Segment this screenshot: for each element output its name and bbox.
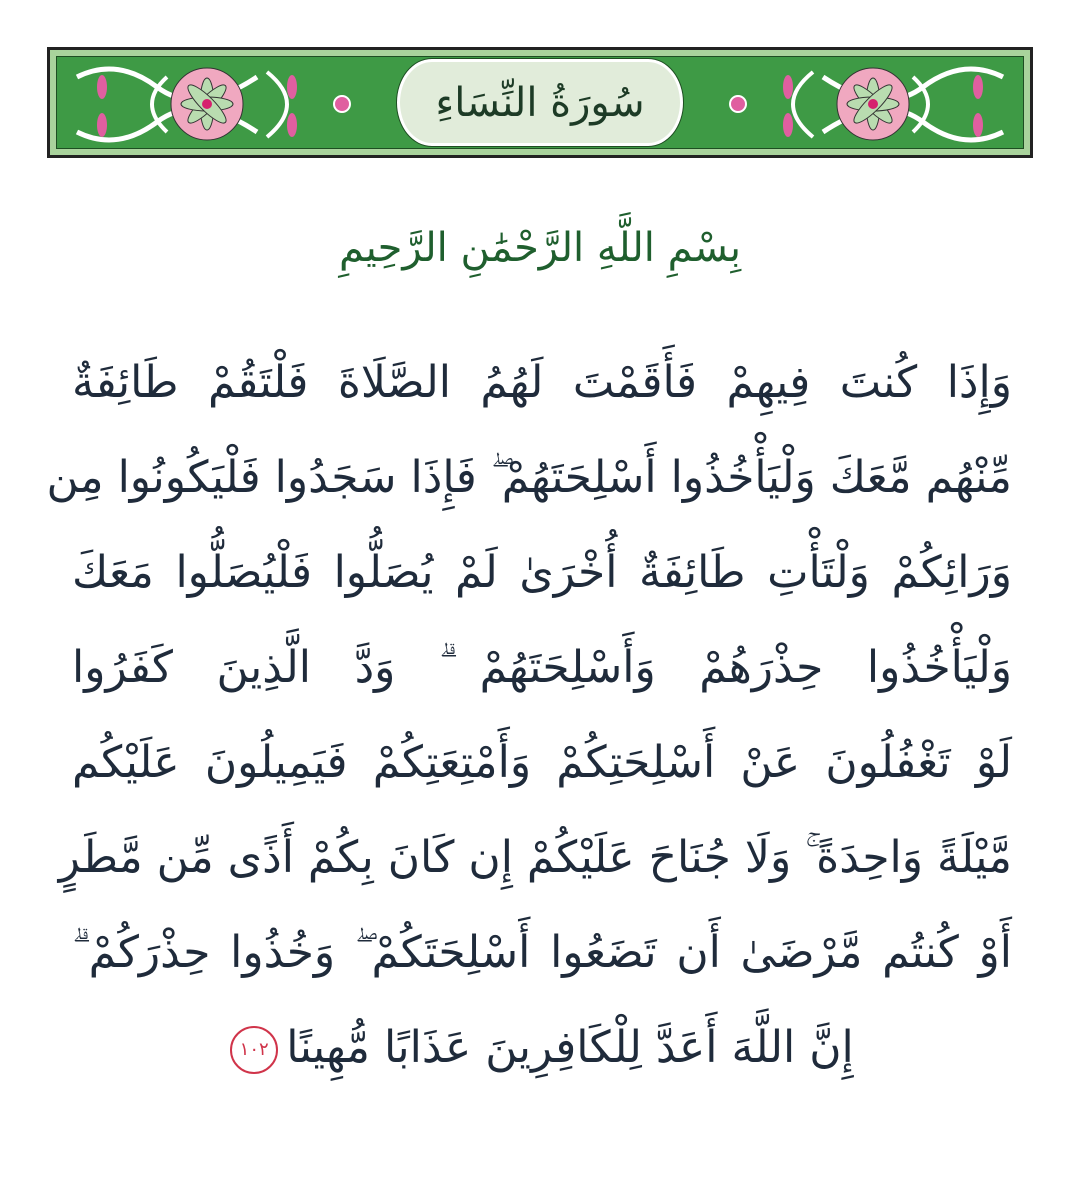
basmala: بِسْمِ اللَّهِ الرَّحْمَٰنِ الرَّحِيمِ [338, 225, 742, 271]
floral-ornament-icon [723, 57, 1023, 152]
verse-line-text: إِنَّ اللَّهَ أَعَدَّ لِلْكَافِرِينَ عَذَابًا مُّهِينًا [286, 1022, 854, 1073]
verse-line: أَوْ كُنتُم مَّرْضَىٰ أَن تَضَعُوا أَسْلِحَتَكُمْ ۖ وَخُذُوا حِذْرَكُمْ ۗ [72, 927, 1012, 978]
floral-ornament-icon [57, 57, 357, 152]
surah-header-banner [47, 47, 1033, 158]
verse-line-last [72, 1000, 1012, 1095]
surah-title: سُورَةُ النِّسَاءِ [435, 79, 645, 126]
verse-text [46, 335, 1012, 1095]
ayah-number-marker: ١٠٢ [230, 1026, 278, 1074]
verse-line: مِّنْهُم مَّعَكَ وَلْيَأْخُذُوا أَسْلِحَتَهُمْ ۖ فَإِذَا سَجَدُوا فَلْيَكُونُوا مِن [46, 452, 1012, 503]
verse-line: مَّيْلَةً وَاحِدَةً ۚ وَلَا جُنَاحَ عَلَيْكُمْ إِن كَانَ بِكُمْ أَذًى مِّن مَّطَرٍ [58, 832, 1012, 883]
title-cartouche [397, 59, 683, 146]
verse-line: وَرَائِكُمْ وَلْتَأْتِ طَائِفَةٌ أُخْرَىٰ لَمْ يُصَلُّوا فَلْيُصَلُّوا مَعَكَ [72, 547, 1012, 598]
verse-line: وَإِذَا كُنتَ فِيهِمْ فَأَقَمْتَ لَهُمُ الصَّلَاةَ فَلْتَقُمْ طَائِفَةٌ [72, 357, 1012, 408]
verse-line: لَوْ تَغْفُلُونَ عَنْ أَسْلِحَتِكُمْ وَأَمْتِعَتِكُمْ فَيَمِيلُونَ عَلَيْكُم [72, 737, 1012, 788]
verse-line: وَلْيَأْخُذُوا حِذْرَهُمْ وَأَسْلِحَتَهُمْ ۗ وَدَّ الَّذِينَ كَفَرُوا [72, 642, 1012, 693]
banner-frame [56, 56, 1024, 149]
